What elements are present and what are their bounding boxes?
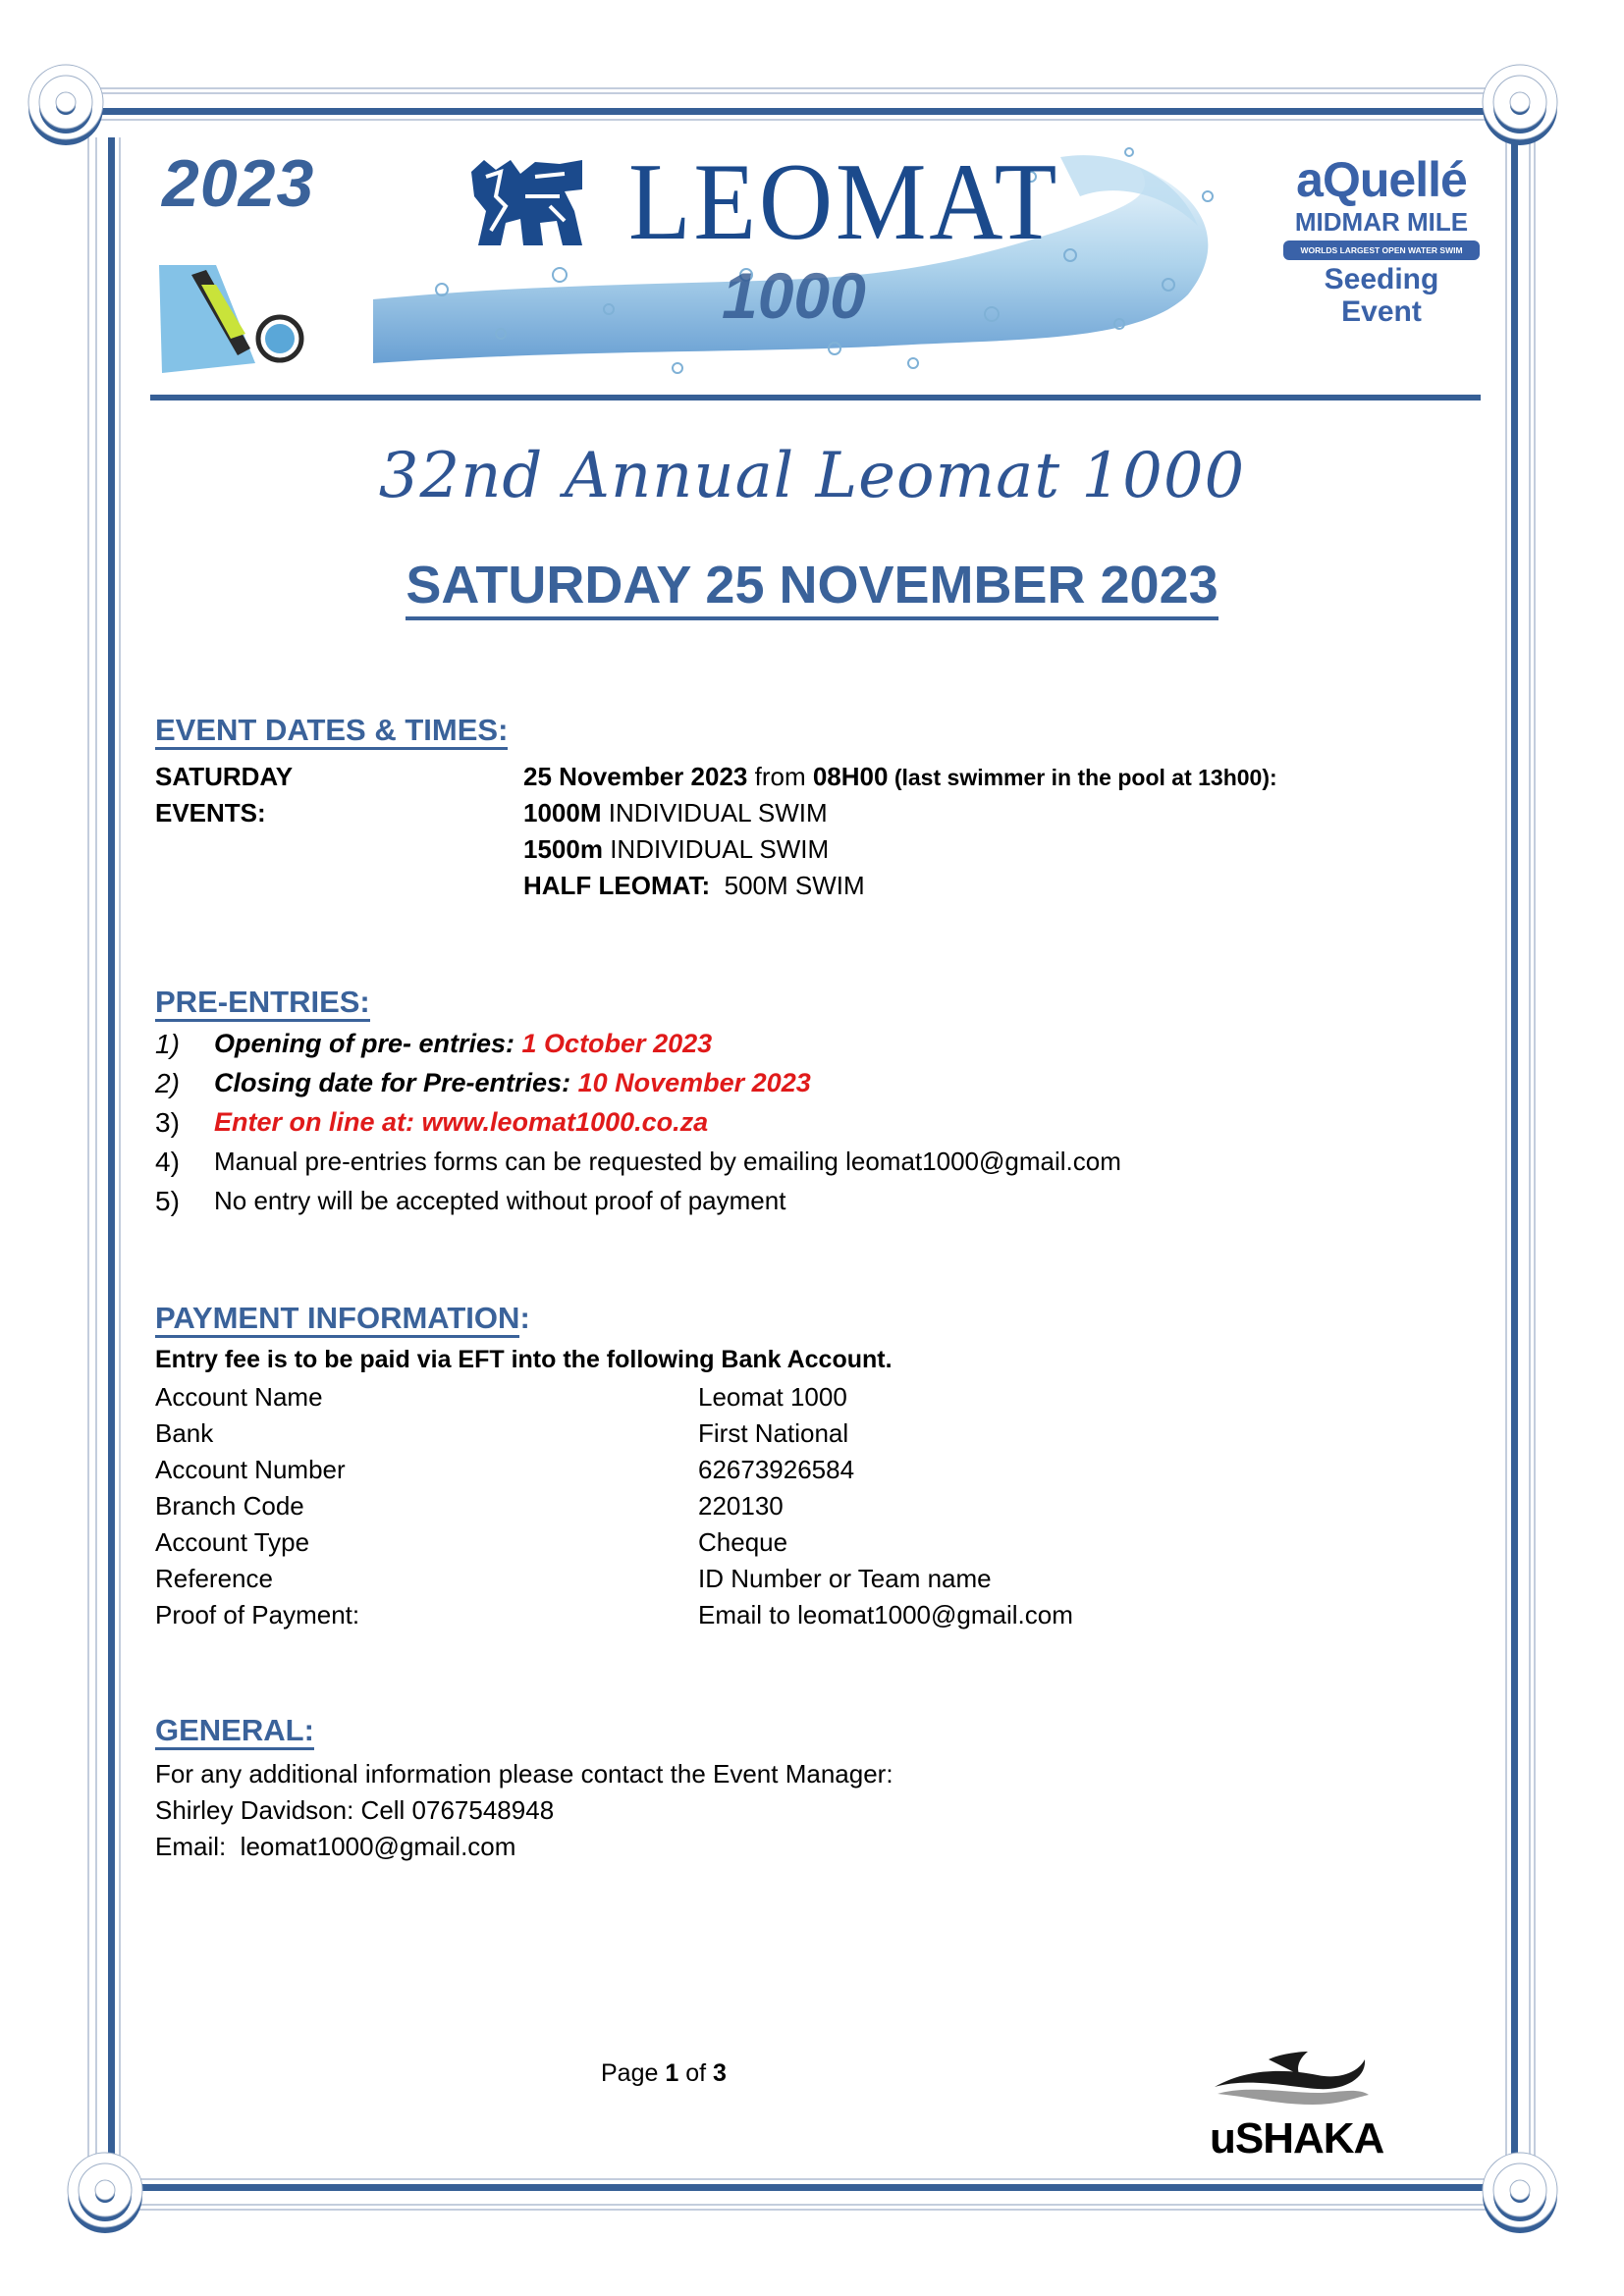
section-heading: PAYMENT INFORMATION: bbox=[155, 1301, 530, 1336]
account-number-value: 62673926584 bbox=[698, 1455, 855, 1484]
page-number: Page 1 of 3 bbox=[601, 2059, 727, 2087]
swimmer-icon bbox=[159, 265, 301, 373]
corner-ornament-bottom-left-icon bbox=[66, 2151, 144, 2235]
section-heading: GENERAL: bbox=[155, 1713, 314, 1748]
script-title: 32nd Annual Leomat 1000 bbox=[378, 440, 1246, 512]
aquelle-brand: aQuellé bbox=[1296, 152, 1467, 207]
seeding-event-text: Seeding Event bbox=[1324, 262, 1439, 328]
account-name-value: Leomat 1000 bbox=[698, 1382, 847, 1412]
frame-bottom-thin-inner2 bbox=[98, 2209, 1522, 2211]
general-line: For any additional information please contact the Event Manager: bbox=[155, 1759, 893, 1789]
corner-ornament-bottom-right-icon bbox=[1481, 2151, 1559, 2235]
frame-top-thick bbox=[98, 108, 1522, 115]
frame-top-thin-outer2 bbox=[98, 92, 1522, 94]
aquelle-midmar-logo bbox=[1283, 152, 1480, 328]
midmar-mile-text: MIDMAR MILE bbox=[1294, 207, 1469, 237]
frame-top-thin-outer bbox=[98, 87, 1522, 89]
closing-date: 10 November 2023 bbox=[577, 1068, 811, 1097]
table-row: Bank bbox=[155, 1418, 214, 1448]
event-date-title: SATURDAY 25 NOVEMBER 2023 bbox=[0, 555, 1624, 615]
reference-value: ID Number or Team name bbox=[698, 1564, 992, 1593]
contact-email: Email: leomat1000@gmail.com bbox=[155, 1832, 516, 1861]
contact-name-cell: Shirley Davidson: Cell 0767548948 bbox=[155, 1795, 555, 1825]
table-row: Reference bbox=[155, 1564, 273, 1593]
shark-fin-wave-icon bbox=[1210, 2050, 1377, 2110]
payment-intro: Entry fee is to be paid via EFT into the following Bank Account. bbox=[155, 1346, 893, 1373]
section-heading: PRE-ENTRIES: bbox=[155, 985, 370, 1020]
table-row: Branch Code bbox=[155, 1491, 304, 1521]
ushaka-logo bbox=[1210, 2050, 1384, 2163]
event-date: 25 November 2023 bbox=[523, 762, 748, 791]
leomat-logo-text: LEOMAT bbox=[628, 141, 1060, 263]
opening-date: 1 October 2023 bbox=[521, 1029, 713, 1058]
section-heading: EVENT DATES & TIMES: bbox=[155, 713, 508, 748]
proof-of-payment-value: Email to leomat1000@gmail.com bbox=[698, 1600, 1073, 1629]
header-divider bbox=[150, 395, 1481, 400]
account-type-value: Cheque bbox=[698, 1527, 788, 1557]
event-day-row: SATURDAY 25 November 2023 from 08H00 (last swimmer in the pool at 13h00): bbox=[155, 762, 1277, 791]
bank-value: First National bbox=[698, 1418, 849, 1448]
midmar-tagline: WORLDS LARGEST OPEN WATER SWIM bbox=[1283, 240, 1480, 260]
ushaka-wordmark: uSHAKA bbox=[1210, 2114, 1384, 2163]
frame-bottom-thick bbox=[98, 2184, 1522, 2191]
online-entry-link[interactable]: Enter on line at: www.leomat1000.co.za bbox=[214, 1107, 709, 1137]
frame-bottom-thin-inner bbox=[98, 2204, 1522, 2206]
event-item: 1000M INDIVIDUAL SWIM bbox=[523, 798, 828, 828]
frame-top-thin-inner bbox=[98, 119, 1522, 121]
event-start-time: 08H00 bbox=[812, 762, 889, 791]
table-row: Account Number bbox=[155, 1455, 346, 1484]
events-row: EVENTS: 1000M INDIVIDUAL SWIM bbox=[155, 798, 828, 828]
event-item: 1500m INDIVIDUAL SWIM bbox=[523, 834, 830, 864]
leomat-1000-text: 1000 bbox=[722, 259, 866, 332]
event-item: HALF LEOMAT: 500M SWIM bbox=[523, 871, 865, 900]
table-row: Account Name bbox=[155, 1382, 323, 1412]
corner-ornament-top-left-icon bbox=[27, 63, 105, 147]
corner-ornament-top-right-icon bbox=[1481, 63, 1559, 147]
header-year: 2023 bbox=[162, 146, 315, 221]
lion-emblem-icon bbox=[466, 152, 589, 255]
frame-bottom-thin-outer bbox=[98, 2178, 1522, 2180]
table-row: Proof of Payment: bbox=[155, 1600, 360, 1629]
event-time-note: (last swimmer in the pool at 13h00): bbox=[888, 765, 1277, 790]
table-row: Account Type bbox=[155, 1527, 310, 1557]
branch-code-value: 220130 bbox=[698, 1491, 784, 1521]
